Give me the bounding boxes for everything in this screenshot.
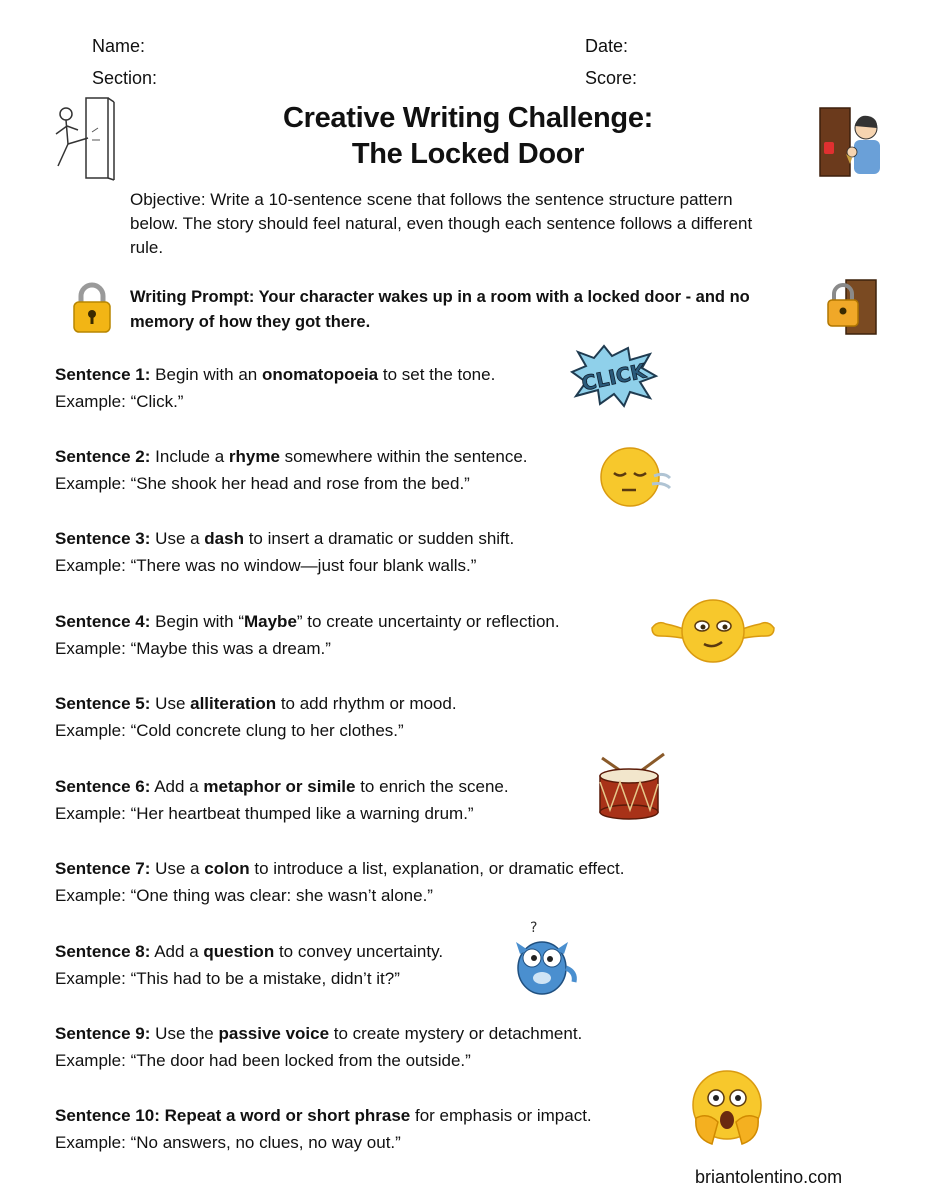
sentence-key-term: dash <box>204 529 244 548</box>
date-label: Date: <box>585 36 629 56</box>
sentence-10: Sentence 10: Repeat a word or short phrase for emphasis or impact. Example: “No answers, no clues, no way out.” <box>55 1102 755 1156</box>
sentence-example: Example: “This had to be a mistake, didn’t it?” <box>55 969 400 988</box>
sentence-9: Sentence 9: Use the passive voice to create mystery or detachment. Example: “The door had been locked from the outside.” <box>55 1020 755 1074</box>
score-label: Score: <box>585 68 638 88</box>
sentence-label: Sentence 10: <box>55 1106 160 1125</box>
sentence-example: Example: “Her heartbeat thumped like a warning drum.” <box>55 804 474 823</box>
sentence-7: Sentence 7: Use a colon to introduce a list, explanation, or dramatic effect. Example: “One thing was clear: she wasn’t alone.” <box>55 855 755 909</box>
sentence-example: Example: “Maybe this was a dream.” <box>55 639 331 658</box>
sentence-example: Example: “No answers, no clues, no way out.” <box>55 1133 401 1152</box>
sentence-key-term: metaphor or simile <box>203 777 356 796</box>
sentence-1: Sentence 1: Begin with an onomatopoeia to set the tone. Example: “Click.” <box>55 361 755 415</box>
sleepy-emoji-icon <box>600 446 674 508</box>
click-burst-icon <box>570 344 658 408</box>
svg-text:?: ? <box>530 920 538 936</box>
name-label: Name: <box>92 36 146 56</box>
sentence-label: Sentence 8: <box>55 942 151 961</box>
sentence-label: Sentence 5: <box>55 694 151 713</box>
sentence-example: Example: “She shook her head and rose from the bed.” <box>55 474 470 493</box>
stick-figure-kicking-door-icon <box>50 96 120 182</box>
sentence-key-term: alliteration <box>190 694 277 713</box>
page-title-line1: Creative Writing Challenge: <box>282 102 654 134</box>
sentence-2: Sentence 2: Include a rhyme somewhere within the sentence. Example: “She shook her head and rose from the bed.” <box>55 443 755 497</box>
sentence-example: Example: “Click.” <box>55 392 184 411</box>
sentence-key-term: colon <box>204 859 250 878</box>
drum-icon <box>590 752 668 822</box>
sentence-4: Sentence 4: Begin with “Maybe” to create uncertainty or reflection. Example: “Maybe this was a dream.” <box>55 608 755 662</box>
shocked-emoji-icon <box>690 1068 764 1148</box>
sentence-6: Sentence 6: Add a metaphor or simile to enrich the scene. Example: “Her heartbeat thumped like a warning drum.” <box>55 773 755 827</box>
objective-text: Objective: Write a 10-sentence scene that follows the sentence structure pattern below. The story should feel natural, even though each sentence follows a different rule. <box>130 190 753 257</box>
sentence-label: Sentence 6: <box>55 777 151 796</box>
padlock-icon <box>72 282 112 334</box>
sentence-example: Example: “Cold concrete clung to her clothes.” <box>55 721 404 740</box>
sentence-8: Sentence 8: Add a question to convey uncertainty. Example: “This had to be a mistake, didn’t it?” <box>55 938 755 992</box>
sentence-example: Example: “One thing was clear: she wasn’t alone.” <box>55 886 433 905</box>
sentence-label: Sentence 2: <box>55 447 151 466</box>
sentence-key-term: rhyme <box>228 447 280 466</box>
shrug-emoji-icon <box>648 598 778 664</box>
sentence-example: Example: “There was no window—just four blank walls.” <box>55 556 477 575</box>
sentence-key-term: question <box>203 942 275 961</box>
person-locked-out-icon <box>818 106 884 178</box>
section-label: Section: <box>92 68 158 88</box>
writing-prompt: Writing Prompt: Your character wakes up in a room with a locked door - and no memory of how they got there. <box>130 288 750 331</box>
sentence-key-term: passive voice <box>218 1024 330 1043</box>
footer-website: briantolentino.com <box>695 1167 843 1187</box>
sentence-key-term: Maybe <box>243 612 297 631</box>
sentence-label: Sentence 3: <box>55 529 151 548</box>
sentence-3: Sentence 3: Use a dash to insert a dramatic or sudden shift. Example: “There was no window—just four blank walls.” <box>55 525 755 579</box>
sentence-key-term: Repeat a word or short phrase <box>164 1106 411 1125</box>
sentence-5: Sentence 5: Use alliteration to add rhythm or mood. Example: “Cold concrete clung to her clothes.” <box>55 690 755 744</box>
sentence-key-term: onomatopoeia <box>261 365 379 384</box>
confused-owl-icon <box>508 918 582 998</box>
sentence-label: Sentence 1: <box>55 365 151 384</box>
sentence-label: Sentence 7: <box>55 859 151 878</box>
sentence-example: Example: “The door had been locked from the outside.” <box>55 1051 471 1070</box>
sentence-label: Sentence 4: <box>55 612 151 631</box>
click-art-text: CLICK <box>579 358 649 396</box>
sentence-label: Sentence 9: <box>55 1024 151 1043</box>
page-title-line2: The Locked Door <box>351 138 585 170</box>
door-with-padlock-icon <box>826 278 878 336</box>
